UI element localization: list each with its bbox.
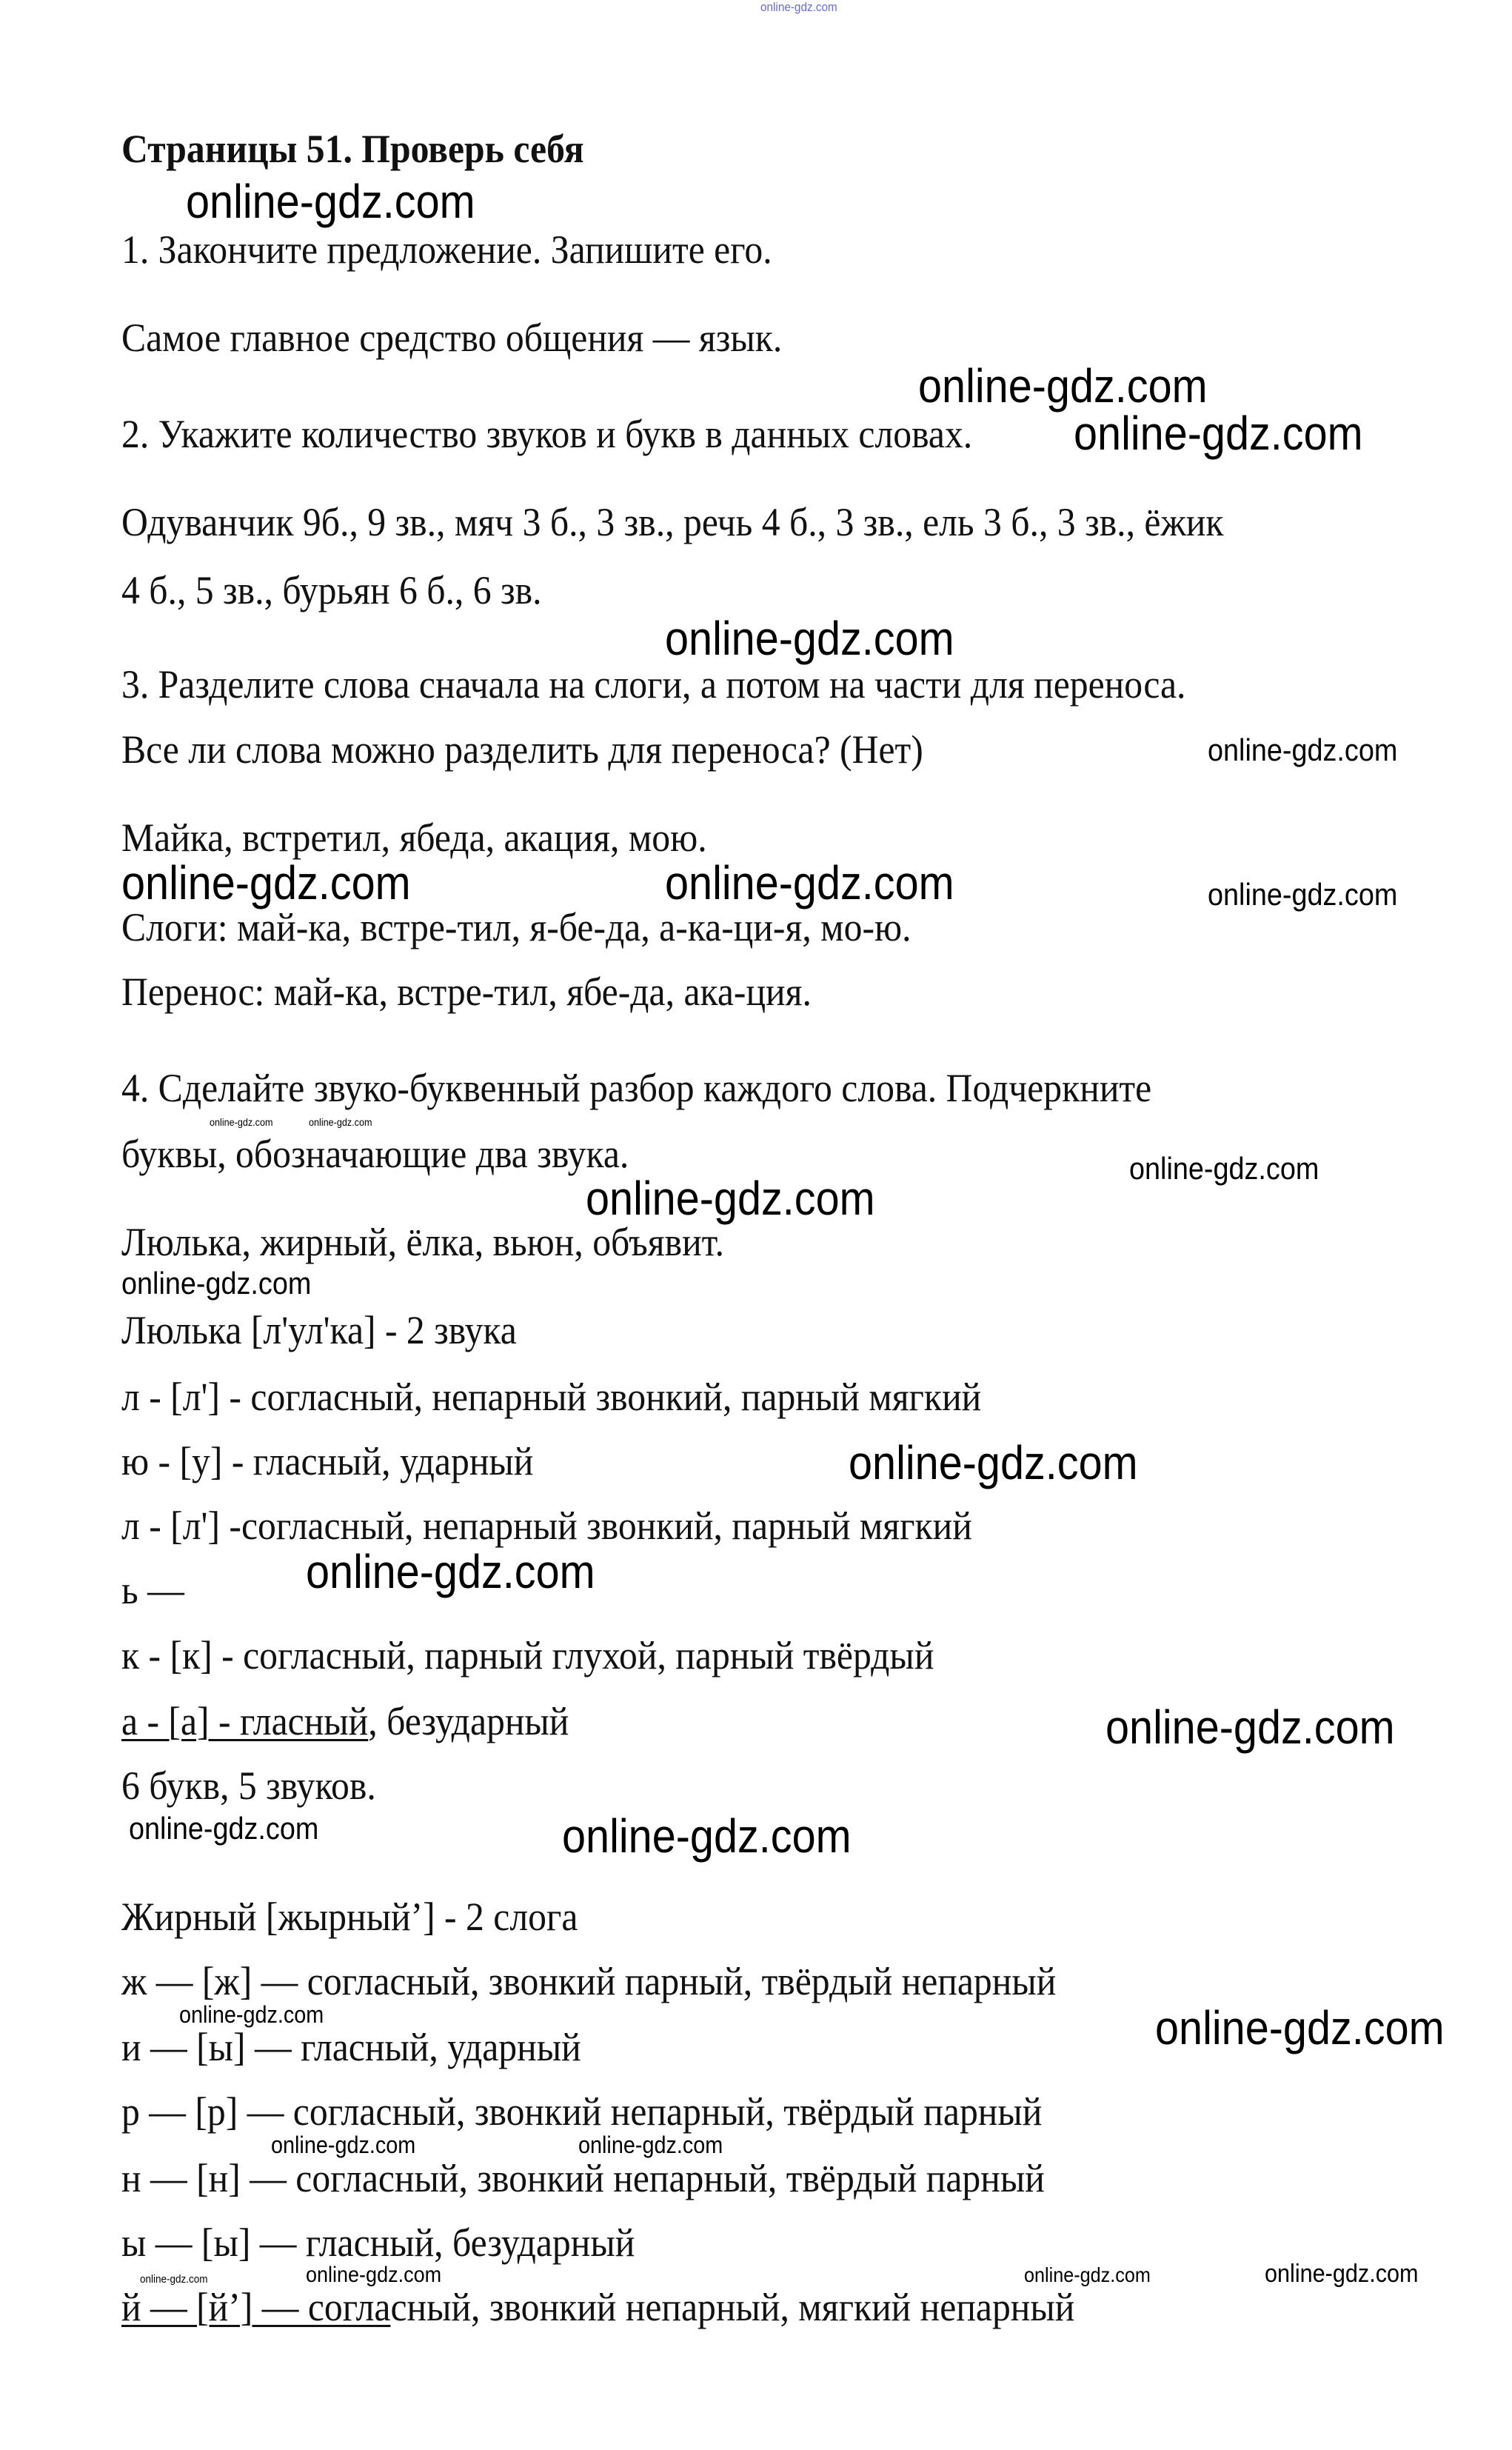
watermark-text: online-gdz.com <box>1155 2001 1445 2055</box>
text-span: и — [ы] — гласный, ударный <box>121 2025 581 2069</box>
watermark-text: online-gdz.com <box>1074 407 1363 460</box>
watermark-text: online-gdz.com <box>562 1809 852 1863</box>
text-span: Все ли слова можно разделить для переноса? (Нет) <box>121 727 923 772</box>
text-span: ж — [ж] — согласный, звонкий парный, твёрдый непарный <box>121 1959 1057 2003</box>
text-line-a2a <box>121 502 1224 542</box>
text-line-count <box>121 1763 376 1808</box>
watermark-text: online-gdz.com <box>306 2263 442 2287</box>
text-line-y <box>121 2220 635 2265</box>
watermark-text: online-gdz.com <box>1265 2260 1419 2288</box>
text-span: 1. Закончите предложение. Запишите его. <box>121 227 772 272</box>
text-span: ю - [у] - гласный, ударный <box>121 1439 534 1483</box>
text-span: р — [р] — согласный, звонкий непарный, твёрдый парный <box>121 2089 1043 2134</box>
text-span: 4 б., 5 зв., бурьян 6 б., 6 зв. <box>121 568 542 612</box>
watermark-text: online-gdz.com <box>179 2001 324 2028</box>
watermark-text: online-gdz.com <box>586 1172 875 1225</box>
watermark-text: online-gdz.com <box>271 2132 416 2158</box>
text-span: сный, звонкий непарный, мягкий непарный <box>390 2285 1075 2329</box>
text-line-r <box>121 2089 1043 2134</box>
watermark-text: online-gdz.com <box>129 1811 319 1846</box>
watermark-text: online-gdz.com <box>1208 877 1398 912</box>
text-span: Жирный [жырный’] - 2 слога <box>121 1895 578 1939</box>
text-line-q4b <box>121 1134 629 1174</box>
text-span: , безударный <box>368 1699 569 1743</box>
watermark-text: online-gdz.com <box>186 175 475 228</box>
text-line-slogi <box>121 907 911 947</box>
text-line-q1 <box>121 227 772 272</box>
text-line-zh <box>121 1961 1056 2001</box>
text-span: Люлька, жирный, ёлка, вьюн, объявит. <box>121 1220 725 1264</box>
watermark-text: online-gdz.com <box>121 1266 312 1301</box>
text-span: Перенос: май-ка, встре-тил, ябе-да, ака-ция. <box>121 969 812 1014</box>
watermark-text: online-gdz.com <box>918 359 1208 413</box>
text-span: к - [к] - согласный, парный глухой, парный твёрдый <box>121 1633 934 1678</box>
text-line-w3 <box>121 815 707 860</box>
text-span: буквы, обозначающие два звука. <box>121 1132 629 1176</box>
watermark-text: online-gdz.com <box>760 0 837 14</box>
text-line-j <box>121 2287 1074 2327</box>
text-span: ы — [ы] — гласный, безударный <box>121 2220 635 2265</box>
page-title: Страницы 51. Проверь себя <box>121 127 584 171</box>
text-span: Одуванчик 9б., 9 зв., мяч 3 б., 3 зв., речь 4 б., 3 зв., ель 3 б., 3 зв., ёжик <box>121 500 1224 544</box>
text-line-a <box>121 1701 569 1741</box>
watermark-text: online-gdz.com <box>665 612 954 665</box>
text-line-k <box>121 1633 934 1678</box>
text-span: 4. Сделайте звуко-буквенный разбор каждого слова. Подчеркните <box>121 1066 1152 1110</box>
text-line-lyulka <box>121 1310 517 1350</box>
watermark-text: online-gdz.com <box>309 1116 372 1128</box>
watermark-text: online-gdz.com <box>140 2273 208 2286</box>
text-line-q2 <box>121 414 972 454</box>
watermark-text: online-gdz.com <box>849 1436 1138 1489</box>
watermark-text: online-gdz.com <box>578 2132 723 2158</box>
text-line-a1 <box>121 318 782 358</box>
text-span: 2. Укажите количество звуков и букв в данных словах. <box>121 412 973 456</box>
text-line-l2 <box>121 1503 972 1548</box>
text-line-yu <box>121 1441 533 1481</box>
text-line-q3b <box>121 727 923 772</box>
underlined-text: й — [й’] — согла <box>121 2285 391 2329</box>
watermark-text: online-gdz.com <box>1208 732 1398 767</box>
text-span: Самое главное средство общения — язык. <box>121 316 783 360</box>
text-span: Люлька [л'ул'ка] - 2 звука <box>121 1308 517 1352</box>
text-span: ь — <box>121 1568 184 1612</box>
text-line-q3a <box>121 662 1186 707</box>
watermark-text: online-gdz.com <box>1024 2263 1151 2286</box>
watermark-text: online-gdz.com <box>665 856 954 909</box>
text-line-w4 <box>121 1222 724 1262</box>
watermark-text: online-gdz.com <box>1129 1151 1319 1186</box>
text-line-soft <box>121 1570 184 1610</box>
text-span: Слоги: май-ка, встре-тил, я-бе-да, а-ка-ци-я, мо-ю. <box>121 905 911 949</box>
watermark-text: online-gdz.com <box>306 1545 595 1598</box>
text-span: 6 букв, 5 звуков. <box>121 1763 376 1808</box>
text-line-a2b <box>121 570 542 610</box>
watermark-text: online-gdz.com <box>210 1116 273 1128</box>
watermark-text: online-gdz.com <box>121 856 411 909</box>
text-span: н — [н] — согласный, звонкий непарный, твёрдый парный <box>121 2156 1045 2200</box>
text-line-perenos <box>121 969 812 1014</box>
text-span: 3. Разделите слова сначала на слоги, а потом на части для переноса. <box>121 662 1186 707</box>
text-line-l1 <box>121 1377 981 1417</box>
text-span: л - [л'] -согласный, непарный звонкий, парный мягкий <box>121 1503 972 1548</box>
text-line-q4a <box>121 1068 1151 1108</box>
text-line-n <box>121 2158 1045 2198</box>
text-line-zhirny <box>121 1897 578 1937</box>
text-span: Майка, встретил, ябеда, акация, мою. <box>121 815 707 860</box>
text-line-i <box>121 2027 581 2067</box>
watermark-text: online-gdz.com <box>1105 1700 1395 1754</box>
underlined-text: а - [а] - гласный <box>121 1699 369 1743</box>
text-span: л - [л'] - согласный, непарный звонкий, парный мягкий <box>121 1375 982 1419</box>
